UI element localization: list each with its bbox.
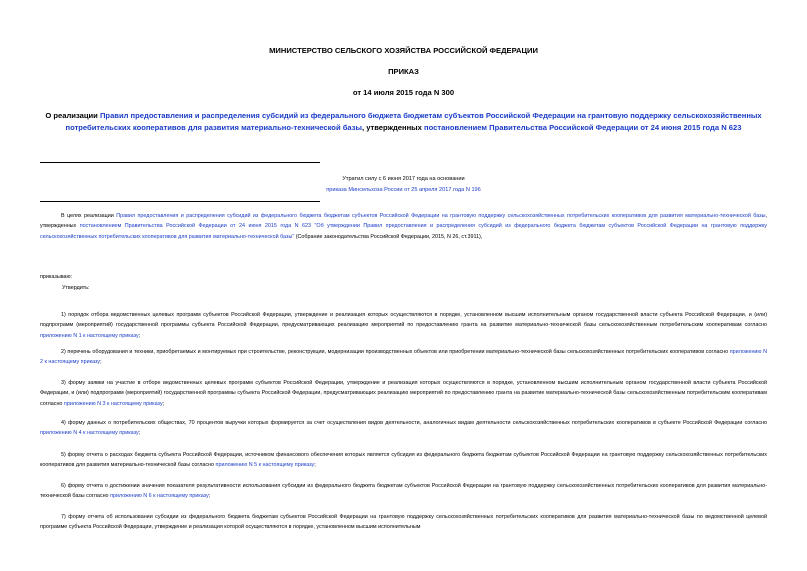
title-link-rules[interactable]: Правил предоставления и распределения субсидий из федерального бюджета бюджетам субъектов Российской Федерации на грантовую поддержку сельскохозяйственных потребительских кооперативов для развития материально-технической базы xyxy=(65,111,762,132)
list-item: 4) форму данных о потребительских обществах, 70 процентов выручки которых формируется за счет осуществления видов деятельности, аналогичных видам деятельности сельскохозяйственных потребительских кооперативов в субъекте Российской Федерации согласно приложению N 4 к настоящему приказу; xyxy=(40,420,767,437)
approve-text: Утвердить: xyxy=(62,285,90,291)
orders-text: приказываю: xyxy=(40,274,73,280)
list-item: 1) порядок отбора ведомственных целевых программ субъектов Российской Федерации, утверждение и реализация которых осуществляются в порядке, установленном высшим исполнительным органом государственной власти субъекта Российской Федерации, и (или) подпрограмм (мероприятий) государственной программы субъекта Российской Федерации, предусматривающих реализацию мероприятий по предоставлению гранта на развитие материально-технической базы сельскохозяйственным потребительским кооперативам согласно приложению N 1 к настоящему приказу; xyxy=(40,312,767,339)
appendix-3-link[interactable]: приложению N 3 к настоящему приказу xyxy=(63,400,163,407)
divider xyxy=(40,201,320,202)
appendix-4-link[interactable]: приложению N 4 к настоящему приказу xyxy=(40,430,139,437)
preamble-link-rules[interactable]: Правил предоставления и распределения субсидий из федерального бюджета бюджетам субъектов Российской Федерации на грантовую поддержку сельскохозяйственных потребительских кооперативов для развития материально-технической базы xyxy=(116,213,766,219)
preamble-paragraph: В целях реализации Правил предоставления и распределения субсидий из федерального бюджета бюджетам субъектов Российской Федерации на грантовую поддержку сельскохозяйственных потребительских кооперативов для развития материально-технической базы, утвержденных постановлением Правительства Российской Федерации от 24 июня 2015 года N 623 "Об утверждении Правил предоставления и распределения субсидий из федерального бюджета бюджетам субъектов Российской Федерации на грантовую поддержку сельскохозяйственных потребительских кооперативов для развития материально-технической базы" (Собрание законодательства Российской Федерации, 2015, N 26, ст.3911), xyxy=(40,213,768,240)
document-date-number: от 14 июля 2015 года N 300 xyxy=(352,88,455,97)
title-link-resolution[interactable]: постановлением Правительства Российской Федерации от 24 июня 2015 года N 623 xyxy=(424,123,742,132)
appendix-6-link[interactable]: приложению N 6 к настоящему приказу xyxy=(110,493,209,500)
list-item: 6) форму отчета о достижении значения показателя результативности использования субсидии из федерального бюджета бюджетам субъектов Российской Федерации на грантовую поддержку сельскохозяйственных потребительских кооперативов для развития материально-технической базы согласно приложению N 6 к настоящему приказу; xyxy=(40,483,767,500)
lost-force-link[interactable]: приказа Минсельхоза России от 25 апреля 2017 года N 196 xyxy=(326,187,481,193)
ministry-name: МИНИСТЕРСТВО СЕЛЬСКОГО ХОЗЯЙСТВА РОССИЙСКОЙ ФЕДЕРАЦИИ xyxy=(269,46,538,55)
divider xyxy=(40,162,320,163)
appendix-5-link[interactable]: приложению N 5 к настоящему приказу xyxy=(215,462,315,469)
document-title: О реализации Правил предоставления и распределения субсидий из федерального бюджета бюджетам субъектов Российской Федерации на грантовую поддержку сельскохозяйственных потребительских кооперативов для развития материально-технической базы, утвержденных постановлением Правительства Российской Федерации от 24 июня 2015 года N 623 xyxy=(45,111,762,132)
list-item: 3) форму заявки на участие в отборе ведомственных целевых программ субъектов Российской Федерации, утверждение и реализация которых осуществляются в порядке, установленном высшим исполнительным органом государственной власти субъекта Российской Федерации, и (или) подпрограмм (мероприятий) государственной программы субъекта Российской Федерации, предусматривающих реализацию мероприятий по предоставлению гранта на развитие материально-технической базы сельскохозяйственным потребительским кооперативам согласно приложению N 3 к настоящему приказу; xyxy=(40,380,767,407)
list-item: 7) форму отчета об использовании субсидии из федерального бюджета бюджетам субъектов Российской Федерации на грантовую поддержку сельскохозяйственных потребительских кооперативов для развития материально-технической базы по ведомственной целевой программе субъекта Российской Федерации, утверждение и реализация которой осуществляются в порядке, установленном высшим исполнительным xyxy=(40,514,767,531)
list-item: 5) форму отчета о расходах бюджета субъекта Российской Федерации, источником финансового обеспечения которых является субсидия из федерального бюджета бюджетам субъектов Российской Федерации на грантовую поддержку сельскохозяйственных потребительских кооперативов для развития материально-технической базы согласно приложению N 5 к настоящему приказу; xyxy=(40,452,767,469)
list-item: 2) перечень оборудования и техники, приобретаемых и монтируемых при строительстве, реконструкции, модернизации производственных объектов или приобретении материально-технической базы сельскохозяйственных потребительских кооперативов согласно приложению N 2 к настоящему приказу; xyxy=(40,349,767,366)
preamble-link-resolution[interactable]: постановлением Правительства Российской Федерации от 24 июня 2015 года N 623 "Об утверждении Правил предоставления и распределения субсидий из федерального бюджета бюджетам субъектов Российской Федерации на грантовую поддержку сельскохозяйственных потребительских кооперативов для развития материально-технической базы" xyxy=(40,223,768,240)
appendix-1-link[interactable]: приложению N 1 к настоящему приказу xyxy=(40,332,139,339)
lost-force-note: Утратил силу с 6 июня 2017 года на основании xyxy=(342,176,465,182)
appendix-2-link[interactable]: приложению N 2 к настоящему приказу xyxy=(40,349,767,366)
document-type: ПРИКАЗ xyxy=(388,67,419,76)
